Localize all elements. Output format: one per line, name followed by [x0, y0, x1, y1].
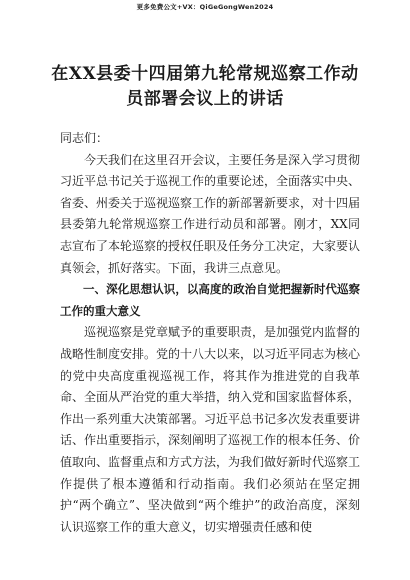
document-title: [40, 62, 370, 112]
salutation: 同志们：: [60, 131, 109, 145]
document-body: [60, 128, 360, 538]
paragraph-significance: 巡视巡察是党章赋予的重要职责，是加强党内监督的战略性制度安排。党的十八大以来，以习近平同志为核心的党中央高度重视巡视工作，将其作为推进党的自我革命、全面从严治党的重大举措，纳入党和国家监督体系，作出一系列重大决策部署。习近平总书记多次发表重要讲话、作出重要指示，深刻阐明了巡视工作的根本任务、价值取向、监督重点和方式方法，为我们做好新时代巡察工作提供了根本遵循和行动指南。我们必须站在坚定拥护“两个确立”、坚决做到“两个维护”的政治高度，深刻认识巡察工作的重大意义，切实增强责任感和使: [60, 325, 361, 534]
title-line-2: 员部署会议上的讲话: [126, 89, 284, 109]
header-note: 更多免费公文+VX：QiGeGongWen2024: [136, 3, 274, 11]
paragraph-intro: 今天我们在这里召开会议，主要任务是深入学习贯彻习近平总书记关于巡视工作的重要论述，全面落实中央、省委、州委关于巡视巡察工作的新部署新要求，对十四届县委第九轮常规巡察工作进行动员和部署。刚才，XX同志宣布了本轮巡察的授权任职及任务分工决定，大家要认真领会，抓好落实。下面，我讲三点意见。: [60, 152, 361, 275]
section-heading-1: 一、深化思想认识，以高度的政治自觉把握新时代巡察工作的重大意义: [60, 282, 360, 318]
title-line-1: 在XX县委十四届第九轮常规巡察工作动: [51, 64, 359, 84]
